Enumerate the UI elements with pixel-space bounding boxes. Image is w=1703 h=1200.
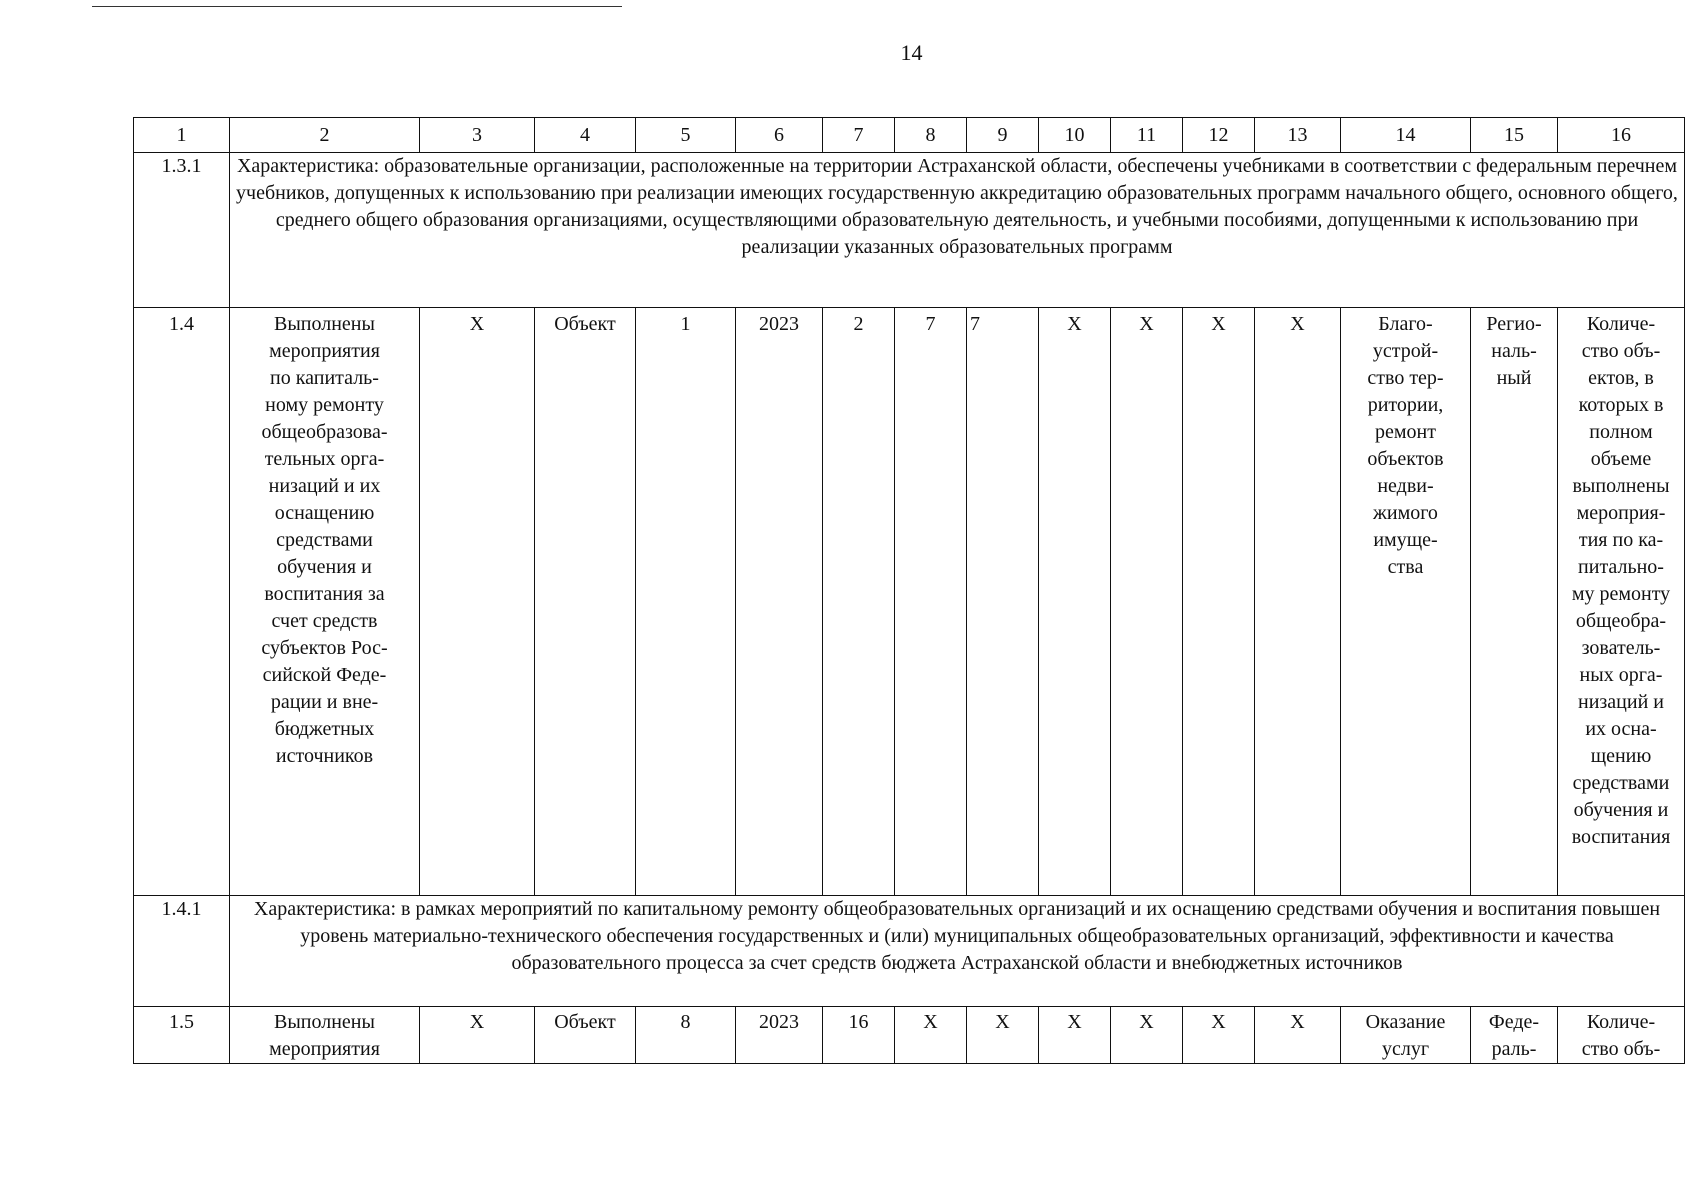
table-cell: 7 — [967, 308, 1039, 896]
table-cell: 2 — [823, 308, 895, 896]
header-cell: 10 — [1039, 118, 1111, 153]
header-cell: 11 — [1111, 118, 1183, 153]
table-cell: 16 — [823, 1007, 895, 1064]
year-cell: 2023 — [736, 1007, 823, 1064]
table-cell: X — [1255, 308, 1341, 896]
table-cell: X — [1183, 1007, 1255, 1064]
table-row-1-4-1 — [134, 896, 1685, 1007]
unit-cell: Объект — [535, 1007, 636, 1064]
row-number: 1.4.1 — [134, 896, 230, 1007]
table-cell: X — [1039, 1007, 1111, 1064]
characteristic-text: Характеристика: образовательные организации, расположенные на территории Астраханской области, обеспечены учебниками в соответствии с федеральным перечнем учебников, допущенных к использованию при реализации имеющих государственную аккредитацию образовательных программ начального общего, основного общего, среднего общего образования организациями, осуществляющими образовательную деятельность, и учебными пособиями, допущенными к использованию при реализации указанных образовательных программ — [230, 153, 1685, 308]
header-cell: 2 — [230, 118, 420, 153]
table-row-1-4 — [134, 308, 1685, 896]
table-cell: X — [1183, 308, 1255, 896]
row-number: 1.4 — [134, 308, 230, 896]
top-rule — [92, 6, 622, 7]
year-cell: 2023 — [736, 308, 823, 896]
indicator-cell: Количе- ство объ- ектов, в которых в полном объеме выполнены мероприя- тия по ка- питально- му ремонту общеобра- зователь- ных орга- низаций и их осна- щению средствами обучения и воспитания — [1558, 308, 1685, 896]
table-cell: X — [1255, 1007, 1341, 1064]
characteristic-text: Характеристика: в рамках мероприятий по капитальному ремонту общеобразовательных организаций и их оснащению средствами обучения и воспитания повышен уровень материально-технического обеспечения государственных и (или) муниципальных общеобразовательных организаций, эффективности и качества образовательного процесса за счет средств бюджета Астраханской области и внебюджетных источников — [230, 896, 1685, 1007]
type-cell: Оказание услуг — [1341, 1007, 1471, 1064]
task-description: Выполнены мероприятия — [230, 1007, 420, 1064]
header-cell: 13 — [1255, 118, 1341, 153]
header-cell: 16 — [1558, 118, 1685, 153]
header-cell: 4 — [535, 118, 636, 153]
table-cell: X — [1039, 308, 1111, 896]
header-cell: 6 — [736, 118, 823, 153]
table-cell: X — [1111, 308, 1183, 896]
row-number: 1.5 — [134, 1007, 230, 1064]
header-cell: 12 — [1183, 118, 1255, 153]
level-cell: Регио- наль- ный — [1471, 308, 1558, 896]
header-row — [134, 118, 1685, 153]
header-cell: 7 — [823, 118, 895, 153]
header-cell: 15 — [1471, 118, 1558, 153]
header-cell: 14 — [1341, 118, 1471, 153]
table-cell: X — [895, 1007, 967, 1064]
row-number: 1.3.1 — [134, 153, 230, 308]
table-cell: 7 — [895, 308, 967, 896]
header-cell: 3 — [420, 118, 535, 153]
table-cell: 1 — [636, 308, 736, 896]
table-cell: X — [420, 308, 535, 896]
header-cell: 5 — [636, 118, 736, 153]
level-cell: Феде- раль- — [1471, 1007, 1558, 1064]
type-cell: Благо- устрой- ство тер- ритории, ремонт объектов недви- жимого имуще- ства — [1341, 308, 1471, 896]
document-table — [133, 117, 1685, 1064]
task-description: Выполнены мероприятия по капиталь- ному ремонту общеобразова- тельных орга- низаций и их оснащению средствами обучения и воспитания за счет средств субъектов Рос- сийской Феде- рации и вне- бюджетных источников — [230, 308, 420, 896]
indicator-cell: Количе- ство объ- — [1558, 1007, 1685, 1064]
table-cell: X — [1111, 1007, 1183, 1064]
table-row-1-3-1 — [134, 153, 1685, 308]
page-number: 14 — [900, 40, 923, 65]
header-cell: 8 — [895, 118, 967, 153]
table-cell: X — [420, 1007, 535, 1064]
table-cell: X — [967, 1007, 1039, 1064]
unit-cell: Объект — [535, 308, 636, 896]
header-cell: 1 — [134, 118, 230, 153]
table-cell: 8 — [636, 1007, 736, 1064]
table-row-1-5 — [134, 1007, 1685, 1064]
header-cell: 9 — [967, 118, 1039, 153]
